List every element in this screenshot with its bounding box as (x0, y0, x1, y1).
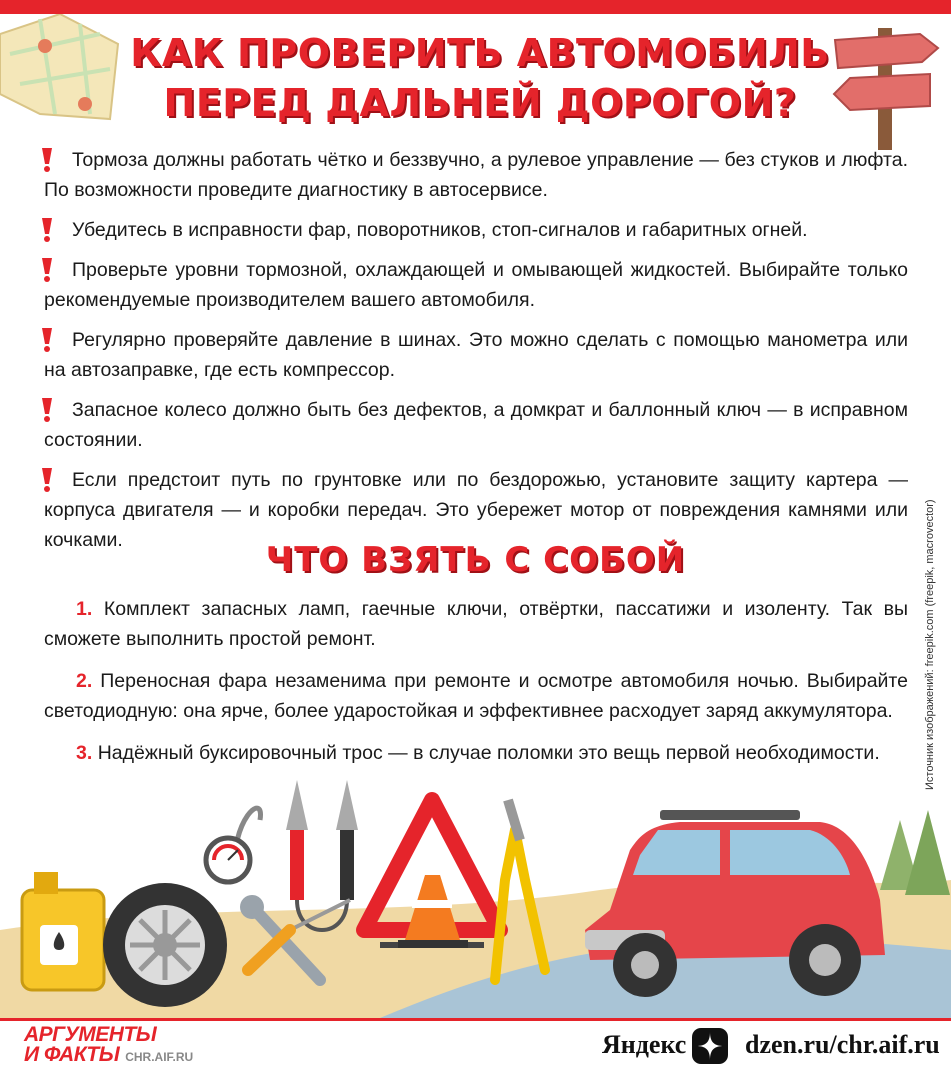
exclamation-icon (39, 467, 55, 493)
pressure-gauge-icon (206, 808, 260, 882)
item-text: Комплект запасных ламп, гаечные ключи, отвёртки, пассатижи и изоленту. Так вы сможете выполнить простой ремонт. (44, 598, 908, 650)
list-item-text: Проверьте уровни тормозной, охлаждающей и омывающей жидкостей. Выбирайте только рекомендуемые производителем вашего автомобиля. (44, 259, 908, 311)
item-text: Надёжный буксировочный трос — в случае поломки это вещь первой необходимости. (97, 742, 880, 764)
exclamation-icon (39, 217, 55, 243)
list-item (44, 215, 908, 245)
aif-logo (24, 1025, 193, 1067)
title-line-1: КАК ПРОВЕРИТЬ АВТОМОБИЛЬ (130, 31, 830, 75)
list-item (44, 255, 908, 315)
oil-can-icon (22, 872, 104, 990)
zen-link[interactable]: dzen.ru/chr.aif.ru (745, 1030, 940, 1059)
list-item (44, 666, 908, 726)
zen-icon (692, 1028, 728, 1064)
image-credit-text: Источник изображений: freepik.com (freepik, macrovector) (924, 499, 936, 790)
logo-line-2-text: И ФАКТЫ (24, 1043, 120, 1066)
exclamation-icon (39, 147, 55, 173)
list-item (44, 325, 908, 385)
exclamation-icon (39, 397, 55, 423)
list-item (44, 145, 908, 205)
list-item-text: Если предстоит путь по грунтовке или по бездорожью, установите защиту картера — корпуса двигателя — и коробки передач. Это убережет мотор от повреждения камнями или кочками. (44, 469, 908, 551)
list-item-text: Регулярно проверяйте давление в шинах. Это можно сделать с помощью манометра или на автозаправке, где есть компрессор. (44, 329, 908, 381)
map-icon (0, 14, 120, 124)
yandex-label: Яндекс (602, 1030, 687, 1059)
list-item (44, 395, 908, 455)
image-credit (924, 490, 938, 790)
logo-site: CHR.AIF.RU (125, 1050, 194, 1064)
title-line-2: ПЕРЕД ДАЛЬНЕЙ ДОРОГОЙ? (163, 81, 797, 125)
list-item-text: Тормоза должны работать чётко и беззвучно, а рулевое управление — без стуков и люфта. По возможности проведите диагностику в автосервисе. (44, 149, 908, 201)
checklist (44, 145, 908, 565)
trees-icon (880, 810, 950, 895)
item-text: Переносная фара незаменима при ремонте и осмотре автомобиля ночью. Выбирайте светодиодную: она ярче, более ударостойкая и эффективнее расходует заряд аккумулятора. (44, 670, 908, 722)
take-along-list (44, 594, 908, 780)
list-item (44, 594, 908, 654)
list-item-text: Убедитесь в исправности фар, поворотников, стоп-сигналов и габаритных огней. (72, 219, 808, 241)
list-item-text: Запасное колесо должно быть без дефектов, а домкрат и баллонный ключ — в исправном состоянии. (44, 399, 908, 451)
top-accent-bar (0, 0, 951, 14)
item-number: 2. (76, 670, 93, 692)
list-item (44, 738, 908, 768)
exclamation-icon (39, 327, 55, 353)
page-title (120, 28, 840, 128)
illustration-scene (0, 780, 951, 1018)
item-number: 1. (76, 598, 93, 620)
item-number: 3. (76, 742, 93, 764)
tire-icon (103, 883, 227, 1007)
logo-line-2 (24, 1045, 193, 1067)
section-title: ЧТО ВЗЯТЬ С СОБОЙ (265, 540, 686, 580)
signpost-icon (830, 20, 945, 150)
exclamation-icon (39, 257, 55, 283)
logo-line-1: АРГУМЕНТЫ (24, 1023, 157, 1046)
jumper-cables-icon (286, 780, 358, 930)
